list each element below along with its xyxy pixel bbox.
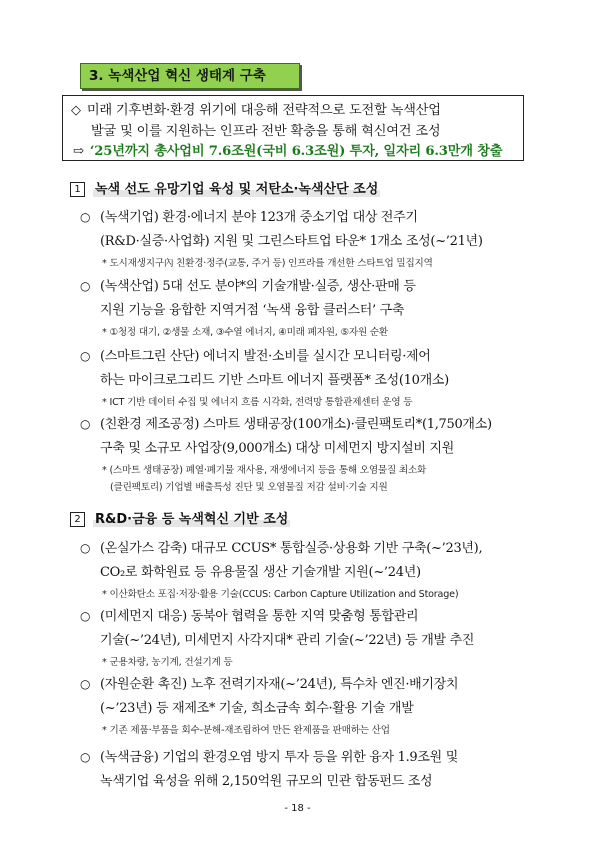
section-title: 3. 녹색산업 혁신 생태계 구축 xyxy=(80,63,300,89)
footnote: * ①청정 대기, ②생물 소재, ③수열 에너지, ④미래 폐자원, ⑤자원 순환 xyxy=(102,327,388,338)
arrow-right-icon: ⇨ xyxy=(73,144,84,159)
section-number: 2 xyxy=(70,512,85,527)
list-item: ○ (온실가스 감축) 대규모 CCUS* 통합실증·상용화 기반 구축(~’23년), CO₂로 화학원료 등 유용물질 생산 기술개발 지원(~’24년) * 이산화탄소 포집·저장·활용 기술(CCUS: Carbon Capture Utilization and Storage) xyxy=(80,541,483,600)
list-item: ○ (녹색산업) 5대 선도 분야*의 기술개발·실증, 생산·판매 등 지원 기능을 융합한 지역거점 ‘녹색 융합 클러스터’ 구축 * ①청정 대기, ②생물 소재, ③수열 에너지, ④미래 폐자원, ⑤자원 순환 xyxy=(80,279,416,338)
list-item: ○ (스마트그린 산단) 에너지 발전·소비를 실시간 모니터링·제어 하는 마이크로그리드 기반 스마트 에너지 플랫폼* 조성(10개소) * ICT 기반 데이터 수집 및 에너지 흐름 시각화, 전력망 통합관제센터 운영 등 xyxy=(80,349,449,408)
list-item: ○ (녹색기업) 환경·에너지 분야 123개 중소기업 대상 전주기 (R&D·실증·사업화) 지원 및 그린스타트업 타운* 1개소 조성(~’21년) * 도시재생지구內 친환경·정주(교통, 주거 등) 인프라를 개선한 스타트업 밀집지역 xyxy=(80,210,483,269)
section-2-title: R&D·금융 등 녹색혁신 기반 조성 xyxy=(95,512,289,527)
page-number: - 18 - xyxy=(284,803,311,814)
section-1-header xyxy=(70,178,380,197)
section-1-title: 녹색 선도 유망기업 육성 및 저탄소·녹색산단 조성 xyxy=(95,182,379,197)
list-item: ○ (미세먼지 대응) 동북아 협력을 통한 지역 맞춤형 통합관리 기술(~’24년), 미세먼지 사각지대* 관리 기술(~’22년) 등 개발 추진 * 군용차량, 농기계, 건설기계 등 xyxy=(80,609,475,668)
summary-line-1: ◇ 미래 기후변화·환경 위기에 대응해 전략적으로 도전할 녹색산업 xyxy=(71,103,441,118)
footnote: * (스마트 생태공장) 폐열·폐기물 재사용, 재생에너지 등을 통해 오염물질 최소화 xyxy=(102,465,427,476)
diamond-icon: ◇ xyxy=(71,103,81,118)
summary-line-3: ⇨ ‘25년까지 총사업비 7.6조원(국비 6.3조원) 투자, 일자리 6.3만개 창출 xyxy=(73,144,503,159)
footnote: * 이산화탄소 포집·저장·활용 기술(CCUS: Carbon Capture Utilization and Storage) xyxy=(102,589,459,600)
list-item: ○ (녹색금융) 기업의 환경오염 방지 투자 등을 위한 융자 1.9조원 및 녹색기업 육성을 위해 2,150억원 규모의 민관 합동펀드 조성 xyxy=(80,750,459,789)
footnote: * ICT 기반 데이터 수집 및 에너지 흐름 시각화, 전력망 통합관제센터 운영 등 xyxy=(102,397,413,408)
footnote: * 도시재생지구內 친환경·정주(교통, 주거 등) 인프라를 개선한 스타트업 밀집지역 xyxy=(102,258,433,269)
footnote: (클린팩토리) 기업별 배출특성 진단 및 오염물질 저감 설비·기술 지원 xyxy=(110,482,388,493)
footnote: * 군용차량, 농기계, 건설기계 등 xyxy=(102,657,233,668)
section-number: 1 xyxy=(70,182,85,197)
summary-box xyxy=(62,95,524,161)
section-2-header xyxy=(70,508,290,527)
list-item: ○ (자원순환 촉진) 노후 전력기자재(~’24년), 특수차 엔진·배기장치 (~’23년) 등 재제조* 기술, 희소금속 회수·활용 기술 개발 * 기존 제품·부품을 회수-분해-재조립하여 만든 완제품을 판매하는 산업 xyxy=(80,677,459,736)
summary-line-2: 발굴 및 이를 지원하는 인프라 전반 확충을 통해 혁신여건 조성 xyxy=(91,124,441,139)
footnote: * 기존 제품·부품을 회수-분해-재조립하여 만든 완제품을 판매하는 산업 xyxy=(102,725,390,736)
list-item: ○ (친환경 제조공정) 스마트 생태공장(100개소)·클린팩토리*(1,750개소) 구축 및 소규모 사업장(9,000개소) 대상 미세먼지 방지설비 지원 * (스마트 생태공장) 폐열·폐기물 재사용, 재생에너지 등을 통해 오염물질 최소화 (클린팩토리) 기업별 배출특성 진단 및 오염물질 저감 설비·기술 지원 xyxy=(80,417,492,493)
